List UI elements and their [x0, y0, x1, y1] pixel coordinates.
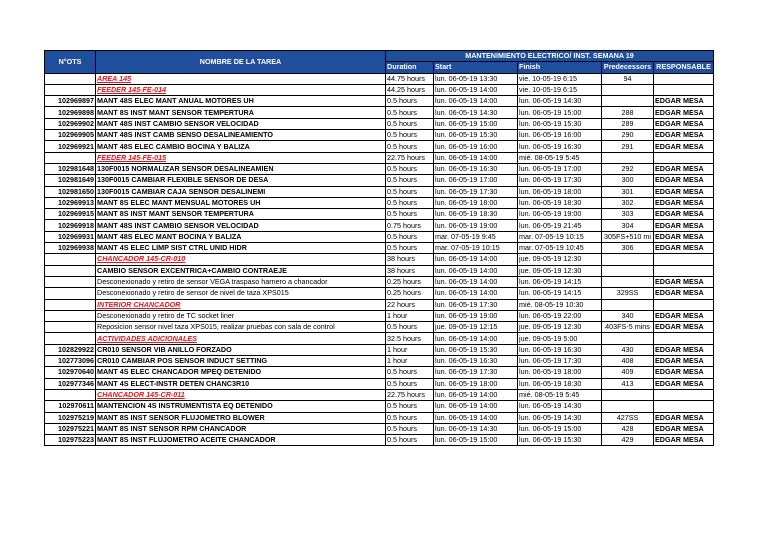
- responsable-cell: [654, 73, 714, 84]
- ots-cell: 102970611: [45, 401, 96, 412]
- task-name-cell: AREA 145: [96, 73, 386, 84]
- predecessors-cell: 429: [602, 435, 654, 446]
- responsable-cell: EDGAR MESA: [654, 276, 714, 287]
- start-cell: mar. 07-05-19 9:45: [434, 231, 518, 242]
- table-row: [45, 118, 714, 129]
- ots-cell: 102969902: [45, 118, 96, 129]
- task-name-cell: ACTIVIDADES ADICIONALES: [96, 333, 386, 344]
- table-row: [45, 197, 714, 208]
- finish-cell: mar. 07-05-19 10:15: [518, 231, 602, 242]
- predecessors-cell: 408: [602, 356, 654, 367]
- table-row: [45, 163, 714, 174]
- section-row: [45, 84, 714, 95]
- ots-cell: [45, 322, 96, 333]
- task-name-cell: MANT 8S INST SENSOR FLUJOMETRO BLOWER: [96, 412, 386, 423]
- predecessors-cell: [602, 401, 654, 412]
- duration-cell: 0.5 hours: [386, 401, 434, 412]
- section-row: [45, 254, 714, 265]
- predecessors-cell: 428: [602, 423, 654, 434]
- responsable-cell: [654, 254, 714, 265]
- finish-cell: lun. 06-05-19 22:00: [518, 310, 602, 321]
- ots-cell: 102829922: [45, 344, 96, 355]
- task-name-cell: Reposicion sensor nivel taza XPS015, realizar pruebas con sala de control: [96, 322, 386, 333]
- responsable-cell: EDGAR MESA: [654, 197, 714, 208]
- predecessors-cell: 413: [602, 378, 654, 389]
- finish-cell: lun. 06-05-19 21:45: [518, 220, 602, 231]
- start-cell: jue. 09-05-19 12:15: [434, 322, 518, 333]
- responsable-cell: EDGAR MESA: [654, 378, 714, 389]
- duration-cell: 0.5 hours: [386, 96, 434, 107]
- predecessors-cell: [602, 276, 654, 287]
- task-name-cell: MANTENCION 4S INSTRUMENTISTA EQ DETENIDO: [96, 401, 386, 412]
- task-name-cell: 130F0015 NORMALIZAR SENSOR DESALINEAMIEN: [96, 163, 386, 174]
- ots-cell: 102969913: [45, 197, 96, 208]
- start-cell: lun. 06-05-19 17:30: [434, 186, 518, 197]
- predecessors-cell: 427SS: [602, 412, 654, 423]
- ots-cell: 102975219: [45, 412, 96, 423]
- ots-cell: [45, 299, 96, 310]
- finish-cell: jue. 09-05-19 12:30: [518, 254, 602, 265]
- ots-cell: [45, 310, 96, 321]
- duration-cell: 22.75 hours: [386, 152, 434, 163]
- finish-cell: lun. 06-05-19 15:00: [518, 107, 602, 118]
- start-cell: lun. 06-05-19 13:30: [434, 73, 518, 84]
- start-cell: lun. 06-05-19 14:00: [434, 389, 518, 400]
- start-cell: lun. 06-05-19 14:00: [434, 84, 518, 95]
- task-name-cell: Desconexionado y retiro de sensor de nivel de taza XPS015: [96, 288, 386, 299]
- responsable-cell: EDGAR MESA: [654, 118, 714, 129]
- ots-cell: 102981650: [45, 186, 96, 197]
- table-row: [45, 220, 714, 231]
- task-name-cell: MANT 48S ELEC MANT ANUAL MOTORES UH: [96, 96, 386, 107]
- ots-cell: [45, 254, 96, 265]
- responsable-cell: EDGAR MESA: [654, 231, 714, 242]
- responsable-cell: EDGAR MESA: [654, 175, 714, 186]
- responsable-cell: EDGAR MESA: [654, 356, 714, 367]
- task-name-cell: INTERIOR CHANCADOR: [96, 299, 386, 310]
- task-name-cell: MANT 8S INST FLUJOMETRO ACEITE CHANCADOR: [96, 435, 386, 446]
- duration-cell: 0.25 hours: [386, 288, 434, 299]
- ots-cell: 102969938: [45, 243, 96, 254]
- ots-cell: [45, 265, 96, 276]
- start-cell: lun. 06-05-19 19:00: [434, 310, 518, 321]
- predecessors-cell: 329SS: [602, 288, 654, 299]
- start-cell: mar. 07-05-19 10:15: [434, 243, 518, 254]
- responsable-cell: [654, 389, 714, 400]
- task-name-cell: CAMBIO SENSOR EXCENTRICA+CAMBIO CONTRAEJE: [96, 265, 386, 276]
- predecessors-cell: 302: [602, 197, 654, 208]
- start-cell: lun. 06-05-19 15:30: [434, 130, 518, 141]
- task-name-cell: FEEDER 145-FE-014: [96, 84, 386, 95]
- duration-cell: 38 hours: [386, 265, 434, 276]
- start-cell: lun. 06-05-19 18:00: [434, 197, 518, 208]
- ots-cell: 102977346: [45, 378, 96, 389]
- duration-cell: 0.5 hours: [386, 141, 434, 152]
- task-name-cell: FEEDER 145-FE-015: [96, 152, 386, 163]
- start-cell: lun. 06-05-19 17:30: [434, 367, 518, 378]
- duration-cell: 0.75 hours: [386, 220, 434, 231]
- duration-cell: 32.5 hours: [386, 333, 434, 344]
- start-cell: lun. 06-05-19 14:00: [434, 333, 518, 344]
- responsable-cell: EDGAR MESA: [654, 322, 714, 333]
- start-cell: lun. 06-05-19 14:00: [434, 288, 518, 299]
- table-row: [45, 141, 714, 152]
- ots-cell: 102975221: [45, 423, 96, 434]
- ots-cell: 102969915: [45, 209, 96, 220]
- responsable-cell: EDGAR MESA: [654, 435, 714, 446]
- finish-cell: vie. 10-05-19 6:15: [518, 84, 602, 95]
- responsable-cell: EDGAR MESA: [654, 96, 714, 107]
- task-name-cell: MANT 48S ELEC MANT BOCINA Y BALIZA: [96, 231, 386, 242]
- duration-cell: 0.5 hours: [386, 209, 434, 220]
- ots-cell: 102969931: [45, 231, 96, 242]
- table-row: [45, 209, 714, 220]
- section-row: [45, 299, 714, 310]
- responsable-cell: [654, 401, 714, 412]
- duration-cell: 0.5 hours: [386, 163, 434, 174]
- table-row: [45, 310, 714, 321]
- table-row: [45, 130, 714, 141]
- responsable-cell: [654, 265, 714, 276]
- duration-cell: 0.5 hours: [386, 378, 434, 389]
- task-name-cell: Desconexionado y retiro de TC socket liner: [96, 310, 386, 321]
- start-cell: lun. 06-05-19 17:00: [434, 175, 518, 186]
- predecessors-cell: 289: [602, 118, 654, 129]
- finish-cell: lun. 06-05-19 15:30: [518, 435, 602, 446]
- duration-cell: 0.5 hours: [386, 175, 434, 186]
- duration-cell: 0.5 hours: [386, 243, 434, 254]
- table-row: [45, 401, 714, 412]
- responsable-cell: EDGAR MESA: [654, 141, 714, 152]
- start-cell: lun. 06-05-19 14:00: [434, 152, 518, 163]
- column-header-task-name: NOMBRE DE LA TAREA: [96, 51, 386, 74]
- table-row: [45, 412, 714, 423]
- task-name-cell: MANT 48S ELEC CAMBIO BOCINA Y BALIZA: [96, 141, 386, 152]
- table-body: [45, 73, 714, 446]
- predecessors-cell: 403FS-5 mins: [602, 322, 654, 333]
- predecessors-cell: [602, 254, 654, 265]
- duration-cell: 0.5 hours: [386, 435, 434, 446]
- start-cell: lun. 06-05-19 14:00: [434, 412, 518, 423]
- duration-cell: 1 hour: [386, 344, 434, 355]
- duration-cell: 0.5 hours: [386, 423, 434, 434]
- predecessors-cell: 291: [602, 141, 654, 152]
- finish-cell: lun. 06-05-19 18:30: [518, 378, 602, 389]
- start-cell: lun. 06-05-19 14:30: [434, 423, 518, 434]
- predecessors-cell: 301: [602, 186, 654, 197]
- finish-cell: lun. 06-05-19 18:00: [518, 186, 602, 197]
- task-name-cell: CHANCADOR 145-CR-011: [96, 389, 386, 400]
- table-row: [45, 356, 714, 367]
- start-cell: lun. 06-05-19 18:00: [434, 378, 518, 389]
- table-row: [45, 276, 714, 287]
- start-cell: lun. 06-05-19 14:00: [434, 265, 518, 276]
- start-cell: lun. 06-05-19 15:00: [434, 435, 518, 446]
- finish-cell: lun. 06-05-19 14:30: [518, 401, 602, 412]
- table-row: [45, 288, 714, 299]
- duration-cell: 0.25 hours: [386, 276, 434, 287]
- finish-cell: lun. 06-05-19 17:30: [518, 175, 602, 186]
- section-row: [45, 152, 714, 163]
- column-header-predecessors: Predecessors: [602, 62, 654, 73]
- start-cell: lun. 06-05-19 17:30: [434, 299, 518, 310]
- responsable-cell: EDGAR MESA: [654, 130, 714, 141]
- task-name-cell: MANT 4S ELEC CHANCADOR MPEQ DETENIDO: [96, 367, 386, 378]
- predecessors-cell: [602, 265, 654, 276]
- responsable-cell: EDGAR MESA: [654, 186, 714, 197]
- duration-cell: 38 hours: [386, 254, 434, 265]
- task-name-cell: MANT 8S INST SENSOR RPM CHANCADOR: [96, 423, 386, 434]
- column-header-duration: Duration: [386, 62, 434, 73]
- ots-cell: [45, 84, 96, 95]
- ots-cell: [45, 389, 96, 400]
- start-cell: lun. 06-05-19 16:30: [434, 356, 518, 367]
- ots-cell: 102975223: [45, 435, 96, 446]
- duration-cell: 22 hours: [386, 299, 434, 310]
- task-name-cell: MANT 4S ELEC LIMP SIST CTRL UNID HIDR: [96, 243, 386, 254]
- responsable-cell: [654, 152, 714, 163]
- table-row: [45, 265, 714, 276]
- responsable-cell: EDGAR MESA: [654, 220, 714, 231]
- predecessors-cell: 288: [602, 107, 654, 118]
- finish-cell: lun. 06-05-19 14:15: [518, 276, 602, 287]
- duration-cell: 0.5 hours: [386, 322, 434, 333]
- responsable-cell: EDGAR MESA: [654, 423, 714, 434]
- ots-cell: [45, 288, 96, 299]
- predecessors-cell: 303: [602, 209, 654, 220]
- ots-cell: 102970640: [45, 367, 96, 378]
- ots-cell: 102969921: [45, 141, 96, 152]
- start-cell: lun. 06-05-19 16:00: [434, 141, 518, 152]
- duration-cell: 1 hour: [386, 310, 434, 321]
- responsable-cell: [654, 84, 714, 95]
- table-row: [45, 367, 714, 378]
- table-row: [45, 186, 714, 197]
- finish-cell: lun. 06-05-19 16:30: [518, 344, 602, 355]
- duration-cell: 0.5 hours: [386, 367, 434, 378]
- table-row: [45, 243, 714, 254]
- duration-cell: 0.5 hours: [386, 107, 434, 118]
- ots-cell: 102773096: [45, 356, 96, 367]
- predecessors-cell: 340: [602, 310, 654, 321]
- section-row: [45, 333, 714, 344]
- ots-cell: 102969905: [45, 130, 96, 141]
- duration-cell: 44.25 hours: [386, 84, 434, 95]
- predecessors-cell: 292: [602, 163, 654, 174]
- responsable-cell: [654, 333, 714, 344]
- task-name-cell: CR010 CAMBIAR POS SENSOR INDUCT SETTING: [96, 356, 386, 367]
- duration-cell: 22.75 hours: [386, 389, 434, 400]
- predecessors-cell: [602, 299, 654, 310]
- duration-cell: 0.5 hours: [386, 130, 434, 141]
- ots-cell: 102969898: [45, 107, 96, 118]
- finish-cell: lun. 06-05-19 18:30: [518, 197, 602, 208]
- predecessors-cell: [602, 84, 654, 95]
- task-name-cell: MANT 48S INST CAMBIO SENSOR VELOCIDAD: [96, 118, 386, 129]
- finish-cell: lun. 06-05-19 15:30: [518, 118, 602, 129]
- ots-cell: [45, 333, 96, 344]
- finish-cell: jue. 09-05-19 12:30: [518, 322, 602, 333]
- ots-cell: [45, 152, 96, 163]
- finish-cell: mié. 08-05-19 5:45: [518, 389, 602, 400]
- task-name-cell: Desconexionado y retiro de sensor VEGA traspaso harnero a chancador: [96, 276, 386, 287]
- responsable-cell: EDGAR MESA: [654, 209, 714, 220]
- task-name-cell: MANT 8S ELEC MANT MENSUAL MOTORES UH: [96, 197, 386, 208]
- duration-cell: 1 hour: [386, 356, 434, 367]
- table-row: [45, 435, 714, 446]
- group-header-title: MANTENIMIENTO ELECTRICO/ INST. SEMANA 19: [386, 51, 714, 62]
- table-row: [45, 175, 714, 186]
- start-cell: lun. 06-05-19 14:30: [434, 107, 518, 118]
- table-row: [45, 344, 714, 355]
- column-header-start: Start: [434, 62, 518, 73]
- task-name-cell: 130F0015 CAMBIAR FLEXIBLE SENSOR DE DESA: [96, 175, 386, 186]
- finish-cell: lun. 06-05-19 19:00: [518, 209, 602, 220]
- start-cell: lun. 06-05-19 15:30: [434, 344, 518, 355]
- start-cell: lun. 06-05-19 18:30: [434, 209, 518, 220]
- finish-cell: vie. 10-05-19 6:15: [518, 73, 602, 84]
- responsable-cell: EDGAR MESA: [654, 107, 714, 118]
- start-cell: lun. 06-05-19 14:00: [434, 254, 518, 265]
- task-name-cell: MANT 48S INST CAMB SENSO DESALINEAMIENTO: [96, 130, 386, 141]
- predecessors-cell: 94: [602, 73, 654, 84]
- predecessors-cell: [602, 152, 654, 163]
- ots-cell: 102969918: [45, 220, 96, 231]
- duration-cell: 0.5 hours: [386, 231, 434, 242]
- finish-cell: mar. 07-05-19 10:45: [518, 243, 602, 254]
- column-header-ots: N°OTS: [45, 51, 96, 74]
- finish-cell: lun. 06-05-19 15:00: [518, 423, 602, 434]
- finish-cell: jue. 09-05-19 5:00: [518, 333, 602, 344]
- predecessors-cell: [602, 333, 654, 344]
- predecessors-cell: 306: [602, 243, 654, 254]
- task-name-cell: MANT 8S INST MANT SENSOR TEMPERTURA: [96, 107, 386, 118]
- predecessors-cell: 409: [602, 367, 654, 378]
- start-cell: lun. 06-05-19 14:00: [434, 276, 518, 287]
- section-row: [45, 389, 714, 400]
- predecessors-cell: 290: [602, 130, 654, 141]
- responsable-cell: EDGAR MESA: [654, 163, 714, 174]
- table-row: [45, 423, 714, 434]
- responsable-cell: EDGAR MESA: [654, 367, 714, 378]
- start-cell: lun. 06-05-19 15:00: [434, 118, 518, 129]
- finish-cell: jue. 09-05-19 12:30: [518, 265, 602, 276]
- task-name-cell: MANT 48S INST CAMBIO SENSOR VELOCIDAD: [96, 220, 386, 231]
- table-row: [45, 322, 714, 333]
- ots-cell: [45, 73, 96, 84]
- finish-cell: lun. 06-05-19 17:00: [518, 163, 602, 174]
- table-row: [45, 107, 714, 118]
- ots-cell: 102981648: [45, 163, 96, 174]
- responsable-cell: [654, 299, 714, 310]
- duration-cell: 0.5 hours: [386, 118, 434, 129]
- finish-cell: lun. 06-05-19 18:00: [518, 367, 602, 378]
- duration-cell: 0.5 hours: [386, 197, 434, 208]
- predecessors-cell: 430: [602, 344, 654, 355]
- task-name-cell: 130F0015 CAMBIAR CAJA SENSOR DESALINEMI: [96, 186, 386, 197]
- responsable-cell: EDGAR MESA: [654, 310, 714, 321]
- task-name-cell: CHANCADOR 145-CR-010: [96, 254, 386, 265]
- responsable-cell: EDGAR MESA: [654, 243, 714, 254]
- table-row: [45, 378, 714, 389]
- task-name-cell: MANT 4S ELECT-INSTR DETEN CHANC3R10: [96, 378, 386, 389]
- ots-cell: [45, 276, 96, 287]
- section-row: [45, 73, 714, 84]
- finish-cell: mié. 08-05-19 5:45: [518, 152, 602, 163]
- responsable-cell: EDGAR MESA: [654, 412, 714, 423]
- finish-cell: lun. 06-05-19 16:30: [518, 141, 602, 152]
- duration-cell: 0.5 hours: [386, 186, 434, 197]
- ots-cell: 102981649: [45, 175, 96, 186]
- finish-cell: mié. 08-05-19 10:30: [518, 299, 602, 310]
- finish-cell: lun. 06-05-19 17:30: [518, 356, 602, 367]
- finish-cell: lun. 06-05-19 16:00: [518, 130, 602, 141]
- predecessors-cell: [602, 96, 654, 107]
- predecessors-cell: 305FS+510 mi: [602, 231, 654, 242]
- start-cell: lun. 06-05-19 14:00: [434, 401, 518, 412]
- column-header-finish: Finish: [518, 62, 602, 73]
- column-header-responsable: RESPONSABLE: [654, 62, 714, 73]
- finish-cell: lun. 06-05-19 14:15: [518, 288, 602, 299]
- start-cell: lun. 06-05-19 19:00: [434, 220, 518, 231]
- start-cell: lun. 06-05-19 14:00: [434, 96, 518, 107]
- ots-cell: 102969897: [45, 96, 96, 107]
- maintenance-schedule-table: [44, 50, 714, 446]
- predecessors-cell: 304: [602, 220, 654, 231]
- responsable-cell: EDGAR MESA: [654, 344, 714, 355]
- predecessors-cell: 300: [602, 175, 654, 186]
- task-name-cell: CR010 SENSOR VIB ANILLO FORZADO: [96, 344, 386, 355]
- finish-cell: lun. 06-05-19 14:30: [518, 412, 602, 423]
- finish-cell: lun. 06-05-19 14:30: [518, 96, 602, 107]
- table-row: [45, 96, 714, 107]
- duration-cell: 0.5 hours: [386, 412, 434, 423]
- table-row: [45, 231, 714, 242]
- start-cell: lun. 06-05-19 16:30: [434, 163, 518, 174]
- duration-cell: 44.75 hours: [386, 73, 434, 84]
- task-name-cell: MANT 8S INST MANT SENSOR TEMPERTURA: [96, 209, 386, 220]
- predecessors-cell: [602, 389, 654, 400]
- responsable-cell: EDGAR MESA: [654, 288, 714, 299]
